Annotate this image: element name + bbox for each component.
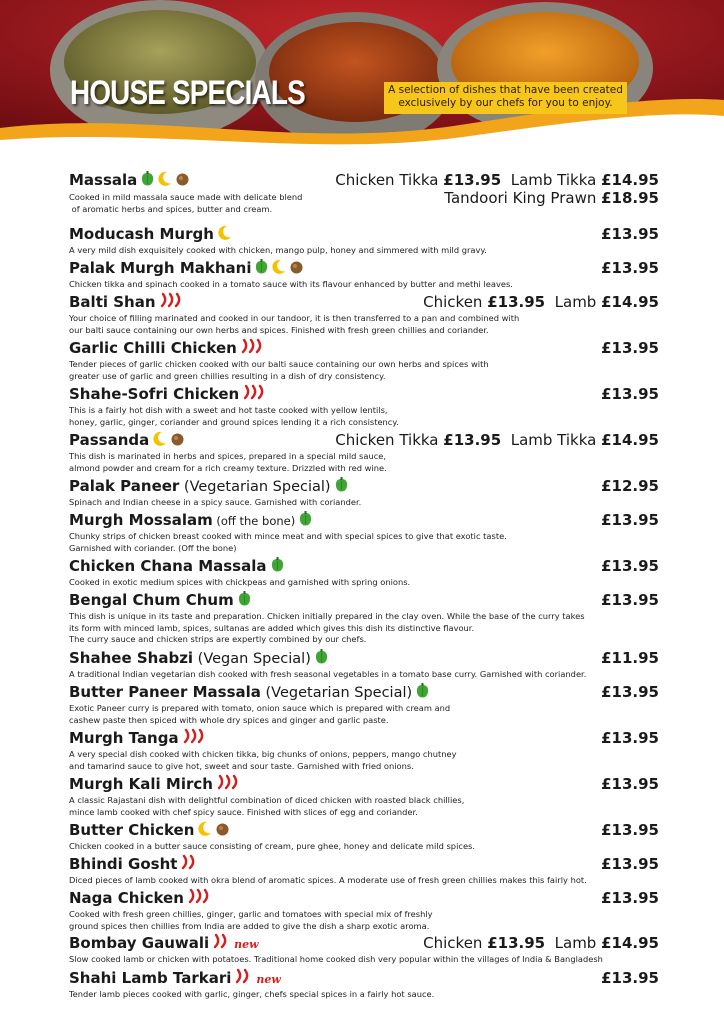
intro-text: A selection of dishes that have been created exclusively by our chefs for you to enjoy.	[384, 82, 627, 114]
dish-description: Cooked with fresh green chillies, ginger, garlic and tomatoes with special mix of freshly ground spices then chillies from India are added to give the dish a sharp exotic aroma.	[69, 909, 433, 931]
dish-name: Bhindi Gosht	[69, 855, 196, 873]
dish-description: This dish is marinated in herbs and spices, prepared in a special mild sauce, almond powder and cream for a rich creamy texture. Drizzled with red wine.	[69, 451, 387, 473]
dish-subtitle: (Vegetarian Special)	[179, 479, 331, 495]
menu-item	[69, 854, 659, 887]
dish-description: Your choice of filling marinated and cooked in our tandoor, it is then transferred to a pan and combined with our balti sauce containing our own herbs and spices. Finished with fresh green chillies and coriander.	[69, 313, 520, 335]
price-label: Chicken	[423, 934, 488, 952]
menu-item	[69, 224, 659, 257]
dish-description: A traditional Indian vegetarian dish cooked with fresh seasonal vegetables in a tomato base curry. Garnished with coriander.	[69, 669, 587, 679]
menu-item	[69, 648, 659, 681]
nut-icon	[290, 259, 303, 279]
chilli-3-icon	[243, 384, 265, 405]
dish-description: Exotic Paneer curry is prepared with tomato, onion sauce which is prepared with cream and cashew paste then spiced with whole dry spices and ginger and garlic paste.	[69, 703, 451, 725]
price-value: £13.95	[487, 293, 546, 311]
moon-icon	[158, 171, 172, 191]
dish-price: £13.95	[601, 821, 659, 839]
pepper-icon	[238, 591, 251, 611]
dish-name: Balti Shan	[69, 293, 182, 311]
dish-name: Shahi Lamb Tarkari new	[69, 969, 281, 987]
chilli-3-icon	[241, 338, 263, 359]
dish-name: Bengal Chum Chum	[69, 591, 251, 609]
dish-price: £13.95	[601, 339, 659, 357]
chilli-3-icon	[188, 888, 210, 909]
dish-description: Slow cooked lamb or chicken with potatoes. Traditional home cooked dish very popular within the villages of India & Bangladesh	[69, 954, 603, 964]
dish-description: A very special dish cooked with chicken tikka, big chunks of onions, peppers, mango chutney and tamarind sauce to give hot, sweet and sour taste. Garnished with fried onions.	[69, 749, 457, 771]
menu-item	[69, 968, 659, 1001]
pepper-icon	[299, 511, 312, 531]
new-badge: new	[256, 973, 281, 986]
pepper-icon	[271, 557, 284, 577]
pepper-icon	[255, 259, 268, 279]
nut-icon	[171, 431, 184, 451]
dish-price: £13.95	[601, 729, 659, 747]
menu-item	[69, 384, 659, 428]
price-label: Chicken	[423, 293, 488, 311]
page-title: HOUSE SPECIALS	[70, 74, 305, 112]
menu-item	[69, 590, 659, 646]
price-label: Lamb Tikka	[501, 171, 602, 189]
price-value: £13.95	[487, 934, 546, 952]
dish-description: This dish is unique in its taste and preparation. Chicken initially prepared in the clay oven. While the base of the curry takes its form with minced lamb, spices, sultanas are added which gives this dish its distinctive flavour. The curry sauce and chicken strips are expertly combined by our chefs.	[69, 611, 585, 644]
chilli-3-icon	[160, 292, 182, 313]
dish-name: Passanda	[69, 431, 184, 449]
dish-description: A classic Rajastani dish with delightful combination of diced chicken with roasted black chillies, mince lamb cooked with chef spicy sauce. Finished with slices of egg and coriander.	[69, 795, 465, 817]
menu-item	[69, 728, 659, 772]
menu-item	[69, 820, 659, 853]
price-value: £14.95	[601, 293, 659, 311]
price-label: Lamb Tikka	[501, 431, 602, 449]
dish-name: Shahee Shabzi (Vegan Special)	[69, 649, 328, 667]
price-value: £13.95	[443, 431, 502, 449]
header-banner	[0, 0, 724, 150]
dish-price: £13.95	[601, 889, 659, 907]
pepper-icon	[141, 171, 154, 191]
price-value: £13.95	[443, 171, 502, 189]
dish-name: Murgh Tanga	[69, 729, 205, 747]
dish-price: £13.95	[601, 591, 659, 609]
dish-description: Tender pieces of garlic chicken cooked with our balti sauce containing our own herbs and spices with greater use of garlic and green chillies resulting in a dish of dry consistency.	[69, 359, 489, 381]
dish-name: Butter Chicken	[69, 821, 229, 839]
moon-icon	[218, 225, 232, 245]
price-label: Chicken Tikka	[335, 431, 444, 449]
dish-price: £13.95	[601, 557, 659, 575]
dish-description: Diced pieces of lamb cooked with okra blend of aromatic spices. A moderate use of fresh green chillies makes this fairly hot.	[69, 875, 587, 885]
moon-icon	[198, 821, 212, 841]
menu-item	[69, 774, 659, 818]
dish-price	[423, 292, 659, 312]
dish-description: Cooked in mild massala sauce made with delicate blend of aromatic herbs and spices, butter and cream.	[69, 192, 303, 214]
nut-icon	[216, 821, 229, 841]
dish-price: £13.95	[601, 385, 659, 403]
price-value: £14.95	[601, 431, 659, 449]
dish-price: £13.95	[601, 775, 659, 793]
menu-item	[69, 556, 659, 589]
dish-name: Butter Paneer Massala (Vegetarian Special)	[69, 683, 429, 701]
dish-description: Chicken tikka and spinach cooked in a tomato sauce with its flavour enhanced by butter and methi leaves.	[69, 279, 513, 289]
dish-subtitle: (off the bone)	[212, 514, 296, 528]
dish-name: Palak Paneer (Vegetarian Special)	[69, 477, 348, 495]
dish-description: A very mild dish exquisitely cooked with chicken, mango pulp, honey and simmered with mild gravy.	[69, 245, 487, 255]
menu-item	[69, 430, 659, 474]
dish-price: £13.95	[601, 683, 659, 701]
price-value: £14.95	[601, 934, 659, 952]
dish-name: Murgh Mossalam (off the bone)	[69, 511, 312, 529]
menu-item	[69, 888, 659, 932]
nut-icon	[176, 171, 189, 191]
chilli-2-icon	[235, 968, 250, 989]
pepper-icon	[416, 683, 429, 703]
dish-price: £12.95	[601, 477, 659, 495]
pepper-icon	[335, 477, 348, 497]
dish-subtitle: (Vegan Special)	[193, 651, 311, 667]
dish-name: Massala	[69, 171, 189, 189]
pepper-icon	[315, 649, 328, 669]
menu-item	[69, 338, 659, 382]
dish-name: Garlic Chilli Chicken	[69, 339, 263, 357]
menu-item	[69, 170, 659, 215]
dish-description: Chunky strips of chicken breast cooked with mince meat and with special spices to give that exotic taste. Garnished with coriander. (Off the bone)	[69, 531, 507, 553]
dish-name: Moducash Murgh	[69, 225, 232, 243]
menu-item	[69, 292, 659, 336]
dish-description: Spinach and Indian cheese in a spicy sauce. Garnished with coriander.	[69, 497, 362, 507]
dish-price: £13.95	[601, 969, 659, 987]
dish-name: Chicken Chana Massala	[69, 557, 284, 575]
chilli-3-icon	[217, 774, 239, 795]
price-label: Lamb	[545, 293, 602, 311]
dish-name: Murgh Kali Mirch	[69, 775, 239, 793]
dish-price	[335, 430, 659, 450]
menu-item	[69, 933, 659, 966]
menu-item	[69, 510, 659, 554]
dish-name: Palak Murgh Makhani	[69, 259, 303, 277]
dish-price: £13.95	[601, 855, 659, 873]
chilli-2-icon	[213, 933, 228, 954]
dish-name: Shahe-Sofri Chicken	[69, 385, 265, 403]
price-label: Lamb	[545, 934, 602, 952]
dish-price	[335, 170, 659, 190]
menu-item	[69, 476, 659, 509]
price-value: £14.95	[601, 171, 659, 189]
dish-description: Chicken cooked in a butter sauce consisting of cream, pure ghee, honey and delicate mild spices.	[69, 841, 476, 851]
menu-item	[69, 682, 659, 726]
menu-item	[69, 258, 659, 291]
price-label: Chicken Tikka	[335, 171, 444, 189]
dish-name: Naga Chicken	[69, 889, 210, 907]
moon-icon	[272, 259, 286, 279]
dish-subtitle: (Vegetarian Special)	[260, 685, 413, 701]
dish-price: £11.95	[601, 649, 659, 667]
dish-name: Bombay Gauwali new	[69, 934, 259, 952]
dish-price: £13.95	[601, 511, 659, 529]
dish-price: £13.95	[601, 259, 659, 277]
chilli-2-icon	[181, 854, 196, 875]
new-badge: new	[234, 938, 259, 951]
dish-price	[423, 933, 659, 953]
dish-price-secondary: Tandoori King Prawn £18.95	[444, 189, 659, 207]
dish-description: Tender lamb pieces cooked with garlic, ginger, chefs special spices in a fairly hot sauce.	[69, 989, 435, 999]
chilli-3-icon	[183, 728, 205, 749]
dish-description: This is a fairly hot dish with a sweet and hot taste cooked with yellow lentils, honey, garlic, ginger, coriander and ground spices lending it a rich consistency.	[69, 405, 399, 427]
moon-icon	[153, 431, 167, 451]
dish-description: Cooked in exotic medium spices with chickpeas and garnished with spring onions.	[69, 577, 411, 587]
dish-price: £13.95	[601, 225, 659, 243]
